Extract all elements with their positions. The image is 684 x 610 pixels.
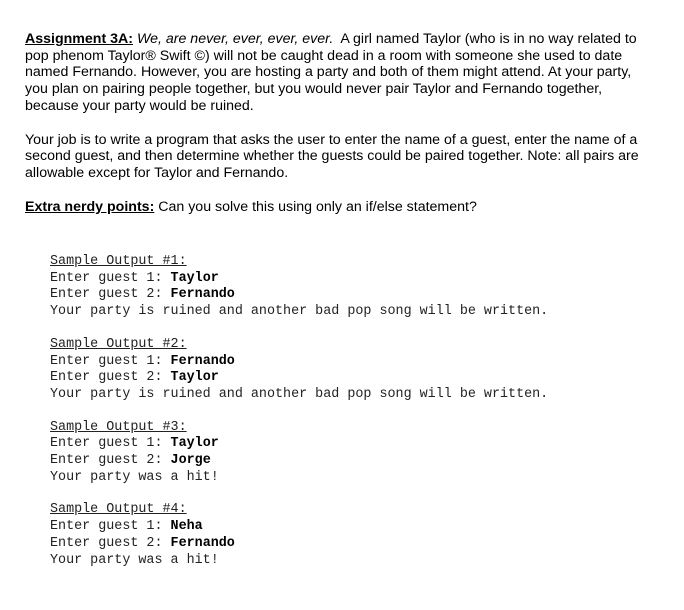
extra-paragraph <box>25 199 655 216</box>
guest-2-prompt: Enter guest 2: <box>50 370 171 386</box>
guest-1-line <box>50 519 650 536</box>
guest-2-value: Jorge <box>170 453 211 469</box>
guest-1-prompt: Enter guest 1: <box>50 353 171 369</box>
guest-2-value: Taylor <box>170 370 219 386</box>
guest-1-value: Taylor <box>170 270 219 286</box>
guest-2-value: Fernando <box>170 535 235 551</box>
extra-text: Can you solve this using only an if/else statement? <box>158 198 477 215</box>
sample-title: Sample Output #4: <box>50 502 187 518</box>
guest-1-prompt: Enter guest 1: <box>50 436 171 452</box>
guest-2-line <box>50 453 650 470</box>
result-line: Your party is ruined and another bad pop song will be written. <box>50 304 549 320</box>
guest-2-value: Fernando <box>170 287 235 303</box>
guest-1-line <box>50 354 650 371</box>
guest-1-prompt: Enter guest 1: <box>50 519 171 535</box>
guest-2-prompt: Enter guest 2: <box>50 453 171 469</box>
sample-output <box>50 420 650 487</box>
guest-1-line <box>50 271 650 288</box>
sample-title: Sample Output #2: <box>50 336 187 352</box>
result-line: Your party was a hit! <box>50 469 219 485</box>
result-line: Your party is ruined and another bad pop song will be written. <box>50 386 549 402</box>
sample-outputs <box>50 254 650 569</box>
result-line: Your party was a hit! <box>50 552 219 568</box>
sample-title: Sample Output #3: <box>50 419 187 435</box>
guest-1-value: Neha <box>170 519 203 535</box>
intro-paragraph <box>25 31 655 115</box>
guest-2-prompt: Enter guest 2: <box>50 535 171 551</box>
guest-2-line <box>50 370 650 387</box>
guest-1-value: Fernando <box>170 353 235 369</box>
assignment-subtitle: We, are never, ever, ever, ever. <box>136 31 334 47</box>
guest-1-line <box>50 436 650 453</box>
guest-1-value: Taylor <box>170 436 219 452</box>
sample-output <box>50 254 650 321</box>
assignment-heading: Assignment 3A: <box>25 31 133 47</box>
sample-output <box>50 337 650 404</box>
sample-title: Sample Output #1: <box>50 254 187 269</box>
guest-2-prompt: Enter guest 2: <box>50 287 171 303</box>
guest-2-line <box>50 536 650 553</box>
intro-text: A girl named Taylor (who is in no way related to pop phenom Taylor® Swift ©) will not be caught dead in a room with someone she used to date named Fernando. However, you are hosting a party and both of them might attend. At your party, you plan on pairing people together, but you would never pair Taylor and Fernando together, because your party would be ruined. <box>25 31 637 114</box>
assignment-text <box>25 31 655 215</box>
extra-heading: Extra nerdy points: <box>25 198 155 215</box>
task-paragraph: Your job is to write a program that asks the user to enter the name of a guest, enter the name of a second guest, and then determine whether the guests could be paired together. Note: all pairs are allowable except for Taylor and Fernando. <box>25 131 639 181</box>
guest-1-prompt: Enter guest 1: <box>50 270 171 286</box>
sample-output <box>50 502 650 569</box>
guest-2-line <box>50 287 650 304</box>
